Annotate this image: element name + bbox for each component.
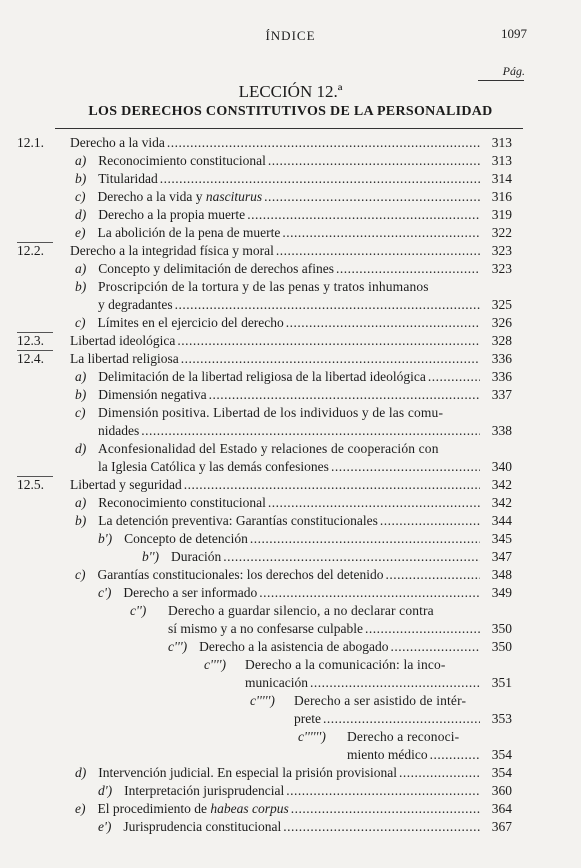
- entry-label: a): [75, 261, 87, 276]
- entry-label: d'): [98, 783, 113, 798]
- entry-title: Derecho a la propia muerte: [98, 207, 246, 222]
- entry-label: c''''''): [298, 729, 326, 744]
- entry-title: Duración: [171, 549, 222, 564]
- lesson-heading: LECCIÓN 12.ª: [238, 82, 343, 101]
- toc-entry-12-4-d[interactable]: [0, 441, 581, 459]
- entry-page: 328: [491, 333, 512, 348]
- entry-title-line1: Proscripción de la tortura y de las penas y tratos inhumanos: [98, 279, 429, 294]
- entry-title: La detención preventiva: Garantías constitucionales: [98, 513, 378, 528]
- toc-entry-12-5-c-2[interactable]: [0, 603, 581, 621]
- entry-title: Intervención judicial. En especial la prisión provisional: [98, 765, 398, 780]
- leader-dots: [286, 783, 480, 799]
- entry-title: Derecho a la vida: [70, 135, 165, 150]
- section-divider-12-4: [17, 350, 53, 351]
- section-divider-12-2: [17, 242, 53, 243]
- running-header-title: ÍNDICE: [265, 28, 316, 43]
- entry-page: 313: [491, 135, 512, 150]
- entry-page: 345: [491, 531, 512, 546]
- toc-entry-12-5[interactable]: [0, 477, 581, 495]
- toc-entry-12-5-c-5-cont[interactable]: [0, 711, 581, 729]
- entry-label: e): [75, 801, 86, 816]
- toc-entry-12-5-c-6-cont[interactable]: [0, 747, 581, 765]
- toc-entry-12-1-b[interactable]: [0, 171, 581, 189]
- entry-number: 12.3.: [17, 333, 44, 348]
- leader-dots: [268, 153, 480, 169]
- toc-entry-12-5-d[interactable]: [0, 765, 581, 783]
- entry-number: 12.2.: [17, 243, 44, 258]
- leader-dots: [430, 747, 480, 763]
- leader-dots: [276, 243, 480, 259]
- entry-title-line2: miento médico: [347, 747, 428, 762]
- entry-page: 350: [491, 621, 512, 636]
- toc-entry-12-5-c-4-cont[interactable]: [0, 675, 581, 693]
- entry-title: El procedimiento de: [97, 801, 207, 816]
- entry-title: Jurisprudencia constitucional: [123, 819, 282, 834]
- entry-page: 354: [491, 747, 512, 762]
- entry-title-line2: nidades: [98, 423, 140, 438]
- entry-label: b''): [142, 549, 160, 564]
- section-title: LOS DERECHOS CONSTITUTIVOS DE LA PERSONALIDAD: [88, 104, 493, 119]
- entry-title-italic: habeas corpus: [210, 801, 289, 816]
- entry-title: Garantías constitucionales: los derechos del detenido: [97, 567, 384, 582]
- entry-label: b): [75, 171, 87, 186]
- entry-page: 347: [491, 549, 512, 564]
- entry-title-line1: Dimensión positiva. Libertad de los individuos y de las comu-: [98, 405, 444, 420]
- entry-label: a): [75, 153, 87, 168]
- entry-label: c'''): [168, 639, 188, 654]
- entry-title-line1: Derecho a reconoci-: [347, 729, 460, 744]
- entry-page: 351: [491, 675, 512, 690]
- entry-label: b): [75, 513, 87, 528]
- entry-page: 325: [491, 297, 512, 312]
- leader-dots: [331, 459, 480, 475]
- entry-title: Límites en el ejercicio del derecho: [97, 315, 284, 330]
- leader-dots: [286, 315, 480, 331]
- leader-dots: [167, 135, 480, 151]
- entry-label: c'): [98, 585, 112, 600]
- entry-label: c''): [130, 603, 147, 618]
- entry-title: Derecho a la asistencia de abogado: [199, 639, 389, 654]
- entry-title: Derecho a la vida y: [97, 189, 203, 204]
- entry-label: e'): [98, 819, 112, 834]
- entry-label: c): [75, 405, 86, 420]
- entry-label: c''''): [204, 657, 227, 672]
- entry-page: 342: [491, 495, 512, 510]
- leader-dots: [390, 639, 480, 655]
- entry-label: d): [75, 207, 87, 222]
- entry-page: 322: [491, 225, 512, 240]
- entry-page: 336: [491, 369, 512, 384]
- entry-page: 326: [491, 315, 512, 330]
- entry-title: Titularidad: [98, 171, 158, 186]
- entry-label: d): [75, 441, 87, 456]
- entry-title-line2: municación: [245, 675, 308, 690]
- entry-label: c): [75, 315, 86, 330]
- entry-title: Libertad ideológica: [70, 333, 176, 348]
- entry-title: Libertad y seguridad: [70, 477, 182, 492]
- toc-entry-12-5-c-2-cont[interactable]: [0, 621, 581, 639]
- entry-title-line1: Derecho a guardar silencio, a no declarar contra: [168, 603, 434, 618]
- leader-dots: [386, 567, 480, 583]
- entry-label: b): [75, 279, 87, 294]
- leader-dots: [282, 225, 480, 241]
- leader-dots: [259, 585, 480, 601]
- toc-entry-12-5-c-1[interactable]: [0, 585, 581, 603]
- toc-entry-12-2-a[interactable]: [0, 261, 581, 279]
- toc-entry-12-5-e[interactable]: [0, 801, 581, 819]
- entry-page: 349: [491, 585, 512, 600]
- toc-entry-12-5-c[interactable]: [0, 567, 581, 585]
- toc-entry-12-5-c-3[interactable]: [0, 639, 581, 657]
- toc-entry-12-4-d-cont[interactable]: [0, 459, 581, 477]
- toc-entry-12-1-e[interactable]: [0, 225, 581, 243]
- toc-entry-12-4-b[interactable]: [0, 387, 581, 405]
- leader-dots: [283, 819, 480, 835]
- entry-title-line2: la Iglesia Católica y las demás confesiones: [98, 459, 329, 474]
- toc-entry-12-2-c[interactable]: [0, 315, 581, 333]
- entry-title-italic: nasciturus: [205, 189, 263, 204]
- entry-title-line2: sí mismo y a no confesarse culpable: [168, 621, 363, 636]
- entry-page: 350: [491, 639, 512, 654]
- entry-label: b'): [98, 531, 113, 546]
- entry-page: 337: [491, 387, 512, 402]
- entry-title: Delimitación de la libertad religiosa de la libertad ideológica: [98, 369, 426, 384]
- toc-entry-12-4[interactable]: [0, 351, 581, 369]
- leader-dots: [177, 333, 480, 349]
- toc-entry-12-5-b-2[interactable]: [0, 549, 581, 567]
- entry-title: Reconocimiento constitucional: [98, 495, 266, 510]
- leader-dots: [380, 513, 480, 529]
- leader-dots: [291, 801, 480, 817]
- toc-entry-12-1-c[interactable]: [0, 189, 581, 207]
- toc-entry-12-4-c-cont[interactable]: [0, 423, 581, 441]
- entry-title-line2: y degradantes: [98, 297, 173, 312]
- leader-dots: [310, 675, 480, 691]
- leader-dots: [181, 351, 480, 367]
- entry-page: 367: [491, 819, 512, 834]
- toc-entry-12-1-a[interactable]: [0, 153, 581, 171]
- entry-page: 323: [491, 261, 512, 276]
- entry-page: 316: [491, 189, 512, 204]
- toc-entry-12-2[interactable]: [0, 243, 581, 261]
- entry-title: La abolición de la pena de muerte: [97, 225, 281, 240]
- toc-entry-12-5-b-1[interactable]: [0, 531, 581, 549]
- entry-page: 319: [491, 207, 512, 222]
- entry-page: 364: [491, 801, 512, 816]
- toc-entry-12-5-a[interactable]: [0, 495, 581, 513]
- page-column-label: Pág.: [502, 64, 525, 78]
- section-divider-12-5: [17, 476, 53, 477]
- leader-dots: [250, 531, 480, 547]
- entry-number: 12.4.: [17, 351, 44, 366]
- leader-dots: [141, 423, 480, 439]
- entry-page: 313: [491, 153, 512, 168]
- toc-entry-12-2-b-cont[interactable]: [0, 297, 581, 315]
- leader-dots: [399, 765, 480, 781]
- toc-entry-12-5-c-4[interactable]: [0, 657, 581, 675]
- entry-page: 354: [491, 765, 512, 780]
- toc-entry-12-1[interactable]: [0, 135, 581, 153]
- entry-label: d): [75, 765, 87, 780]
- entry-page: 360: [491, 783, 512, 798]
- leader-dots: [223, 549, 480, 565]
- leader-dots: [209, 387, 480, 403]
- entry-title: La libertad religiosa: [70, 351, 179, 366]
- entry-page: 314: [491, 171, 512, 186]
- entry-page: 338: [491, 423, 512, 438]
- entry-page: 344: [491, 513, 512, 528]
- page-column-rule: [478, 80, 524, 81]
- entry-title: Concepto y delimitación de derechos afines: [98, 261, 335, 276]
- toc-entry-12-3[interactable]: [0, 333, 581, 351]
- leader-dots: [268, 495, 480, 511]
- entry-page: 336: [491, 351, 512, 366]
- entry-title: Interpretación jurisprudencial: [124, 783, 285, 798]
- entry-label: c'''''): [250, 693, 275, 708]
- toc-top-rule: [55, 128, 523, 129]
- entry-title: Dimensión negativa: [98, 387, 207, 402]
- toc-entry-12-2-b[interactable]: [0, 279, 581, 297]
- entry-title-line1: Derecho a ser asistido de intér-: [294, 693, 467, 708]
- toc-entry-12-1-d[interactable]: [0, 207, 581, 225]
- leader-dots: [365, 621, 480, 637]
- toc-entry-12-5-e-1[interactable]: [0, 819, 581, 837]
- entry-label: e): [75, 225, 86, 240]
- entry-label: c): [75, 189, 86, 204]
- leader-dots: [184, 477, 480, 493]
- entry-number: 12.1.: [17, 135, 44, 150]
- toc-entry-12-5-b[interactable]: [0, 513, 581, 531]
- entry-page: 340: [491, 459, 512, 474]
- entry-title: Derecho a ser informado: [123, 585, 258, 600]
- entry-label: a): [75, 495, 87, 510]
- leader-dots: [323, 711, 480, 727]
- entry-title: Reconocimiento constitucional: [98, 153, 266, 168]
- entry-page: 323: [491, 243, 512, 258]
- page-number: 1097: [501, 26, 527, 41]
- entry-number: 12.5.: [17, 477, 44, 492]
- entry-title-line1: Derecho a la comunicación: la inco-: [245, 657, 446, 672]
- toc-entry-12-5-d-1[interactable]: [0, 783, 581, 801]
- entry-title: Concepto de detención: [124, 531, 248, 546]
- toc-entry-12-4-a[interactable]: [0, 369, 581, 387]
- section-divider-12-3: [17, 332, 53, 333]
- entry-title-line1: Aconfesionalidad del Estado y relaciones de cooperación con: [98, 441, 439, 456]
- toc-entry-12-4-c[interactable]: [0, 405, 581, 423]
- entry-page: 353: [491, 711, 512, 726]
- leader-dots: [264, 189, 480, 205]
- entry-title-line2: prete: [294, 711, 321, 726]
- toc-entry-12-5-c-6[interactable]: [0, 729, 581, 747]
- entry-label: a): [75, 369, 87, 384]
- leader-dots: [175, 297, 480, 313]
- entry-label: b): [75, 387, 87, 402]
- entry-page: 342: [491, 477, 512, 492]
- entry-label: c): [75, 567, 86, 582]
- leader-dots: [247, 207, 480, 223]
- entry-title: Derecho a la integridad física y moral: [70, 243, 274, 258]
- leader-dots: [428, 369, 480, 385]
- toc-entry-12-5-c-5[interactable]: [0, 693, 581, 711]
- leader-dots: [336, 261, 480, 277]
- leader-dots: [160, 171, 480, 187]
- entry-page: 348: [491, 567, 512, 582]
